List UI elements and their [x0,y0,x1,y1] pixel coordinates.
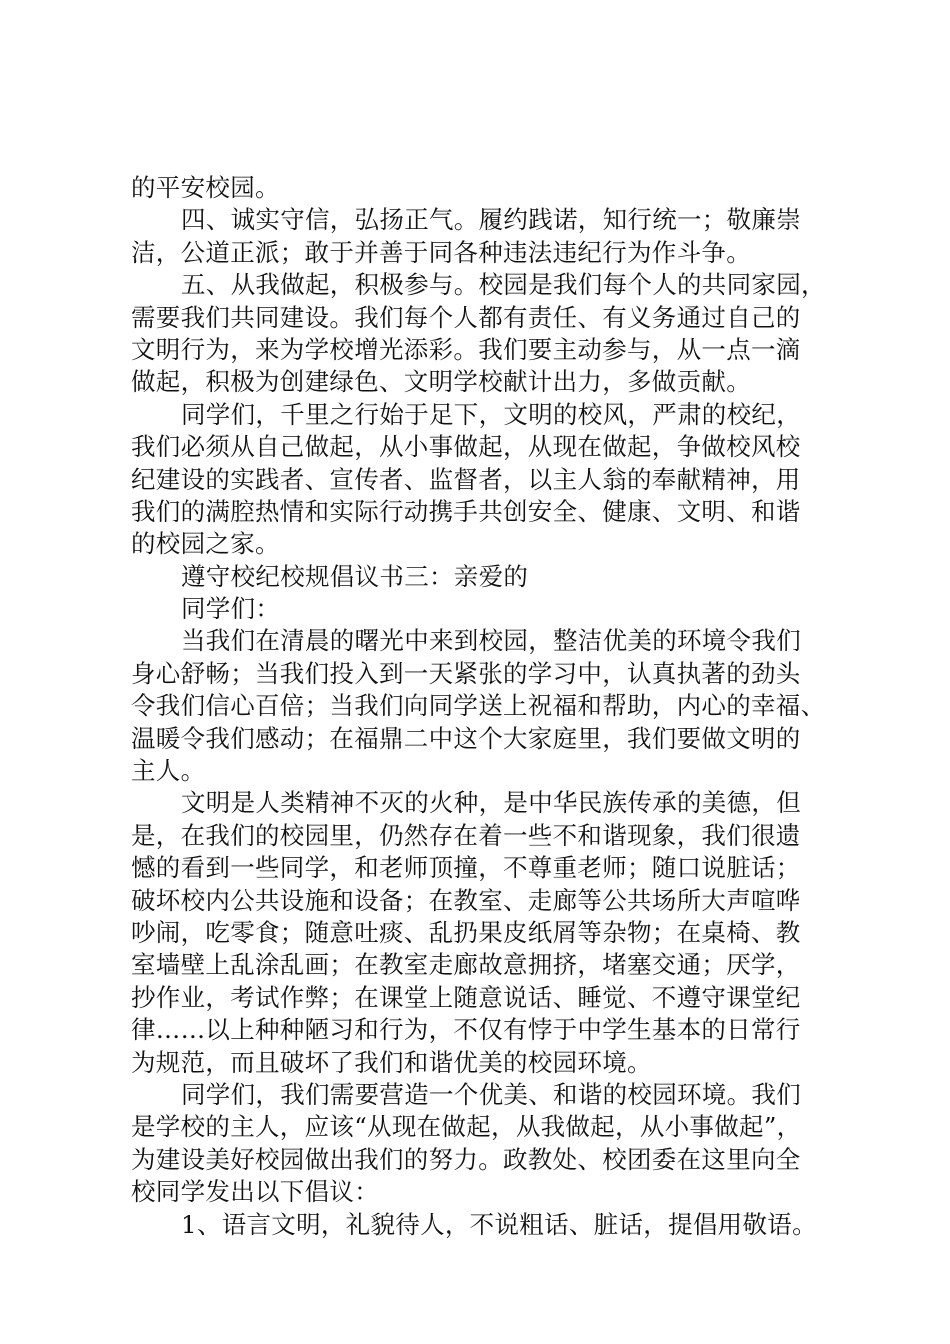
text-line: 破坏校内公共设施和设备；在教室、走廊等公共场所大声喧哗 [131,885,801,915]
text-line: 为规范，而且破坏了我们和谐优美的校园环境。 [131,1047,652,1077]
text-line: 的平安校园。 [131,173,280,202]
text-line: 为建设美好校园做出我们的努力。政教处、校团委在这里向全 [131,1144,801,1174]
text-line: 是学校的主人，应该“从现在做起，从我做起，从小事做起”， [131,1112,802,1142]
document-body [131,172,831,1241]
text-line: 同学们： [181,594,281,624]
text-line: 文明行为，来为学校增光添彩。我们要主动参与，从一点一滴 [131,334,801,364]
text-line: 温暖令我们感动；在福鼎二中这个大家庭里，我们要做文明的 [131,723,801,753]
text-line: 的校园之家。 [131,529,280,559]
text-line: 是，在我们的校园里，仍然存在着一些不和谐现象，我们很遗 [131,820,801,850]
text-line: 室墙壁上乱涂乱画；在教室走廊故意拥挤，堵塞交通；厌学， [131,950,801,980]
text-line: 1、语言文明，礼貌待人，不说粗话、脏话，提倡用敬语。 [181,1209,817,1239]
text-line: 同学们，千里之行始于足下，文明的校风，严肃的校纪， [181,399,801,429]
text-line: 吵闹，吃零食；随意吐痰、乱扔果皮纸屑等杂物；在桌椅、教 [131,917,801,947]
text-line: 校同学发出以下倡议： [131,1177,379,1207]
text-line: 文明是人类精神不灭的火种，是中华民族传承的美德，但 [181,788,801,818]
text-line: 主人。 [131,756,206,786]
text-line: 令我们信心百倍；当我们向同学送上祝福和帮助，内心的幸福、 [131,691,826,721]
text-line: 律……以上种种陋习和行为，不仅有悖于中学生基本的日常行 [131,1015,801,1045]
text-line: 洁，公道正派；敢于并善于同各种违法违纪行为作斗争。 [131,237,751,267]
text-line: 遵守校纪校规倡议书三：亲爱的 [181,561,529,591]
text-line: 抄作业，考试作弊；在课堂上随意说话、睡觉、不遵守课堂纪 [131,982,801,1012]
text-line: 憾的看到一些同学，和老师顶撞，不尊重老师；随口说脏话； [131,853,801,883]
text-line: 纪建设的实践者、宣传者、监督者，以主人翁的奉献精神，用 [131,464,801,494]
text-line: 需要我们共同建设。我们每个人都有责任、有义务通过自己的 [131,302,801,332]
text-line: 同学们，我们需要营造一个优美、和谐的校园环境。我们 [181,1079,801,1109]
text-line: 做起，积极为创建绿色、文明学校献计出力，多做贡献。 [131,367,751,397]
text-line: 我们必须从自己做起，从小事做起，从现在做起，争做校风校 [131,432,801,462]
text-line: 我们的满腔热情和实际行动携手共创安全、健康、文明、和谐 [131,496,801,526]
text-line: 当我们在清晨的曙光中来到校园，整洁优美的环境令我们 [181,626,801,656]
text-line: 五、从我做起，积极参与。校园是我们每个人的共同家园， [181,270,826,300]
text-line: 四、诚实守信，弘扬正气。履约践诺，知行统一；敬廉崇 [181,205,801,235]
text-line: 身心舒畅；当我们投入到一天紧张的学习中，认真执著的劲头 [131,658,801,688]
